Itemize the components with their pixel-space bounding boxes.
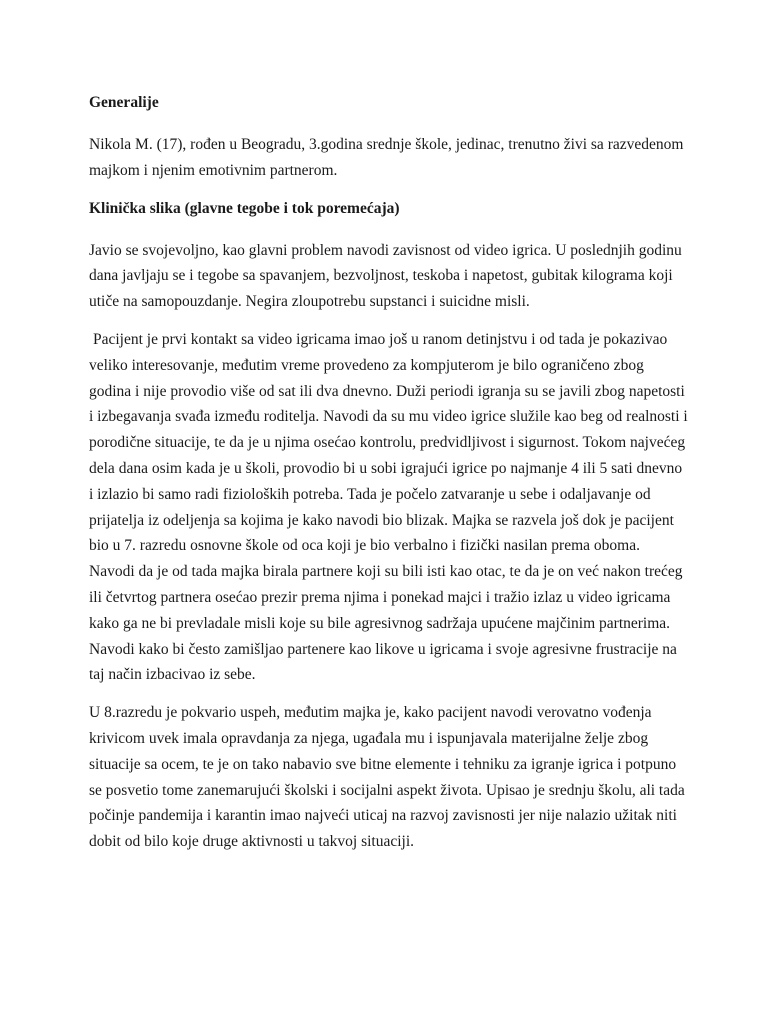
general-info-paragraph: Nikola M. (17), rođen u Beogradu, 3.godina srednje škole, jedinac, trenutno živi sa razvedenom majkom i njenim emotivnim partnerom.: [89, 136, 684, 179]
document-page: [89, 92, 689, 867]
section-heading-clinical: Klinička slika (glavne tegobe i tok poremećaja): [89, 199, 400, 217]
section-heading-general: Generalije: [89, 94, 159, 111]
clinical-paragraph-1: Javio se svojevoljno, kao glavni problem navodi zavisnost od video igrica. U poslednjih godinu dana javljaju se i tegobe sa spavanjem, bezvoljnost, teskoba i napetost, gubitak kilograma koji utiče na samopouzdanje. Negira zloupotrebu supstanci i suicidne misli.: [89, 241, 682, 311]
clinical-paragraph-2: Pacijent je prvi kontakt sa video igricama imao još u ranom detinjstvu i od tada je pokazivao veliko interesovanje, međutim vreme provedeno za kompjuterom je bilo ograničeno zbog godina i nije provodio više od sat ili dva dnevno. Duži periodi igranja su se javili zbog napetosti i izbegavanja svađa između roditelja. Navodi da su mu video igrice služile kao beg od realnosti i porodične situacije, te da je u njima osećao kontrolu, predvidljivost i sigurnost. Tokom najvećeg dela dana osim kada je u školi, provodio bi u sobi igrajući igrice po najmanje 4 ili 5 sati dnevno i izlazio bi samo radi fizioloških potreba. Tada je počelo zatvaranje u sebe i odaljavanje od prijatelja iz odeljenja sa kojima je kako navodi bio blizak. Majka se razvela još dok je pacijent bio u 7. razredu osnovne škole od oca koji je bio verbalno i fizički nasilan prema oboma. Navodi da je od tada majka birala partnere koji su bili isti kao otac, te da je on već nakon trećeg ili četvrtog partnera osećao prezir prema njima i ponekad majci i tražio izlaz u video igricama kako ga ne bi prevladale misli koje su bile agresivnog sadržaja upućene majčinim partnerima. Navodi kako bi često zamišljao partenere kao likove u igricama i svoje agresivne frustracije na taj način izbacivao iz sebe.: [89, 330, 688, 684]
clinical-paragraph-3: U 8.razredu je pokvario uspeh, međutim majka je, kako pacijent navodi verovatno vođenja krivicom uvek imala opravdanja za njega, ugađala mu i ispunjavala materijalne želje zbog situacije sa ocem, te je on tako nabavio sve bitne elemente i tehniku za igranje igrica i potpuno se posvetio tome zanemarujući školski i socijalni aspekt života. Upisao je srednju školu, ali tada počinje pandemija i karantin imao najveći uticaj na razvoj zavisnosti jer nije nalazio užitak niti dobit od bilo koje druge aktivnosti u takvoj situaciji.: [89, 704, 685, 851]
